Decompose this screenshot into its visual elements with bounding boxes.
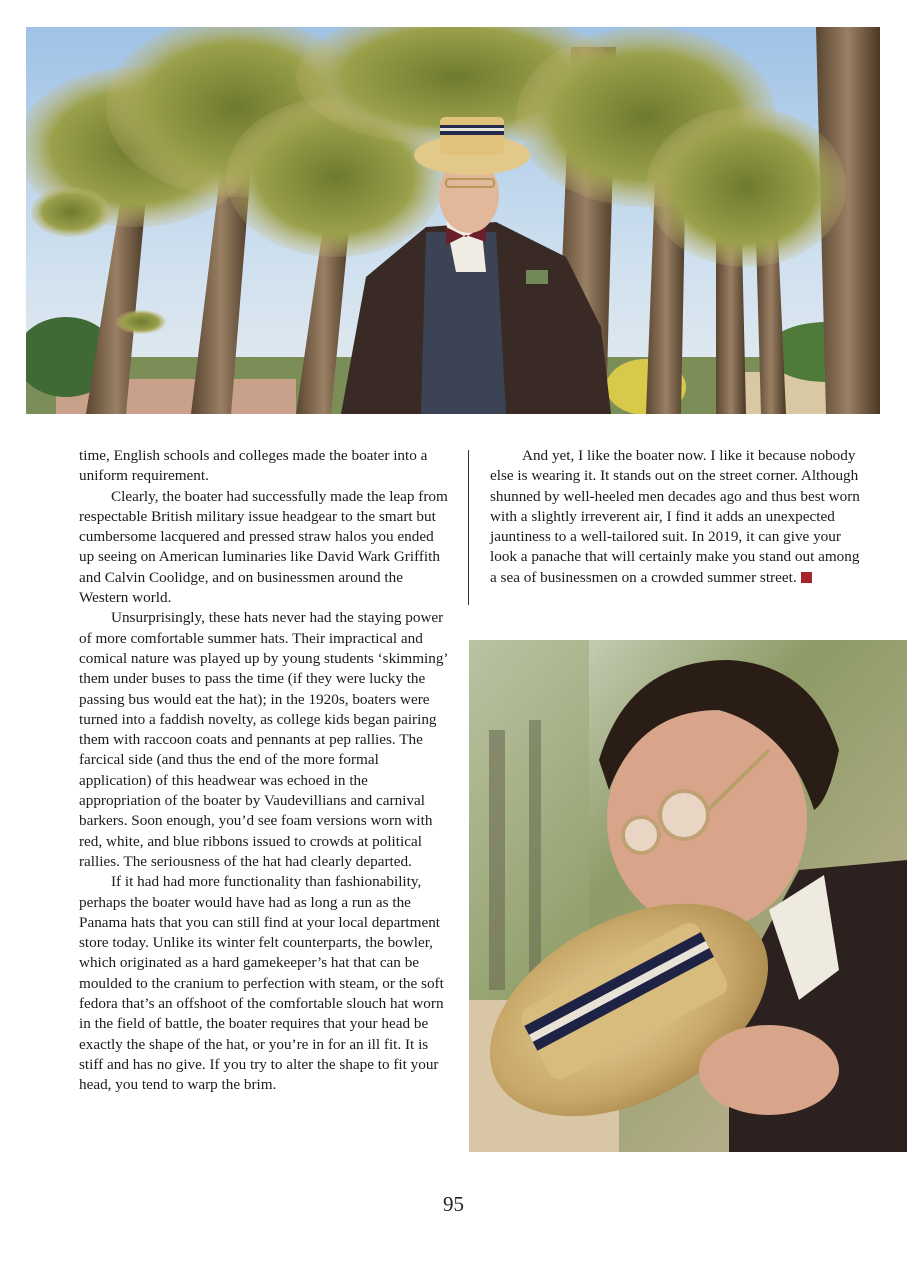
paragraph: And yet, I like the boater now. I like it because nobody else is wearing it. It stands out on the street corner. Although shunned by well-heeled men decades ago and thus best worn with a slightly irreverent air, I find it adds an unexpected jauntiness to a well-tailored suit. In 2019, it can give your look a panache that will certainly make you stand out among a sea of businessmen on a crowded summer street. [490, 447, 860, 586]
paragraph: Unsurprisingly, these hats never had the staying power of more comfortable summer hats. Their impractical and comical nature was played up by young students ‘skimming’ them under buses to pass the time (if they were lucky the passing bus would eat the hat); in the 1920s, boaters were turned into a faddish novelty, as college kids began pairing them with raccoon coats and pennants at pep rallies. The farcical side (and thus the end of the more formal application) of this headwear was echoed in the appropriation of the boater by Vaudevillians and carnival barkers. Soon enough, you’d see foam versions worn with red, white, and blue ribbons issued to crowds at political rallies. The seriousness of the hat had clearly departed. [79, 609, 448, 870]
paragraph: Clearly, the boater had successfully made the leap from respectable British military issue headgear to the smart but cumbersome lacquered and pressed straw halos you ended up seeing on American luminaries like David Wark Griffith and Calvin Coolidge, and on businessmen around the Western world. [79, 487, 448, 607]
paragraph: time, English schools and colleges made the boater into a uniform requirement. [79, 447, 428, 485]
end-of-article-mark [801, 572, 812, 583]
paragraph: If it had had more functionality than fashionability, perhaps the boater would have had as long a run as the Panama hats that you can still find at your local department store today. Unlike its winter felt counterparts, the bowler, which originated as a hard gamekeeper’s hat that can be moulded to the cranium to perfection with steam, or the soft fedora that’s an offshoot of the comfortable slouch hat worn in the field of battle, the boater requires that your head be exactly the shape of the hat, or you’re in for an ill fit. It is stiff and has no give. If you try to alter the shape to fit your head, you tend to warp the brim. [79, 873, 444, 1094]
bottom-photo [469, 640, 907, 1152]
column-divider [468, 450, 469, 605]
man-biting-hat-image [469, 640, 907, 1152]
paragraph-wrapper [490, 446, 864, 588]
article-right-column [490, 446, 864, 588]
article-left-column [79, 446, 451, 1096]
top-photo [26, 27, 880, 414]
page-number: 95 [443, 1192, 464, 1216]
palm-trees-portrait-image [26, 27, 880, 414]
